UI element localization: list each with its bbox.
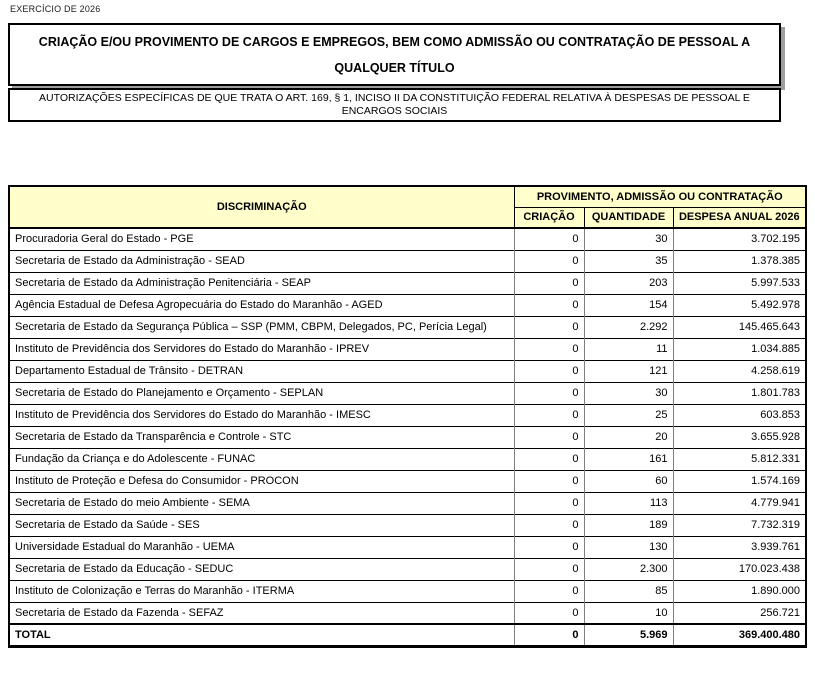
row-label: Secretaria de Estado da Saúde - SES — [9, 514, 514, 536]
row-criacao: 0 — [514, 272, 584, 294]
row-quantidade: 20 — [584, 426, 673, 448]
row-despesa: 1.890.000 — [673, 580, 806, 602]
column-header-criacao: CRIAÇÃO — [514, 207, 584, 228]
table-row — [9, 382, 806, 404]
row-quantidade: 161 — [584, 448, 673, 470]
table-row — [9, 294, 806, 316]
row-label: Secretaria de Estado da Administração Penitenciária - SEAP — [9, 272, 514, 294]
table-row — [9, 470, 806, 492]
row-label: Departamento Estadual de Trânsito - DETRAN — [9, 360, 514, 382]
row-despesa: 7.732.319 — [673, 514, 806, 536]
row-despesa: 145.465.643 — [673, 316, 806, 338]
row-criacao: 0 — [514, 470, 584, 492]
table-row — [9, 580, 806, 602]
row-quantidade: 121 — [584, 360, 673, 382]
row-label: Instituto de Colonização e Terras do Maranhão - ITERMA — [9, 580, 514, 602]
table-row — [9, 404, 806, 426]
row-criacao: 0 — [514, 294, 584, 316]
row-criacao: 0 — [514, 316, 584, 338]
table-row — [9, 228, 806, 250]
row-quantidade: 10 — [584, 602, 673, 624]
row-despesa: 3.702.195 — [673, 228, 806, 250]
row-despesa: 5.997.533 — [673, 272, 806, 294]
column-header-discrimination: DISCRIMINAÇÃO — [9, 186, 514, 228]
table-row — [9, 602, 806, 624]
row-label: Secretaria de Estado da Educação - SEDUC — [9, 558, 514, 580]
row-criacao: 0 — [514, 602, 584, 624]
row-despesa: 1.034.885 — [673, 338, 806, 360]
table-row — [9, 448, 806, 470]
table-footer — [9, 624, 806, 646]
row-criacao: 0 — [514, 338, 584, 360]
table-row — [9, 360, 806, 382]
row-criacao: 0 — [514, 426, 584, 448]
row-despesa: 170.023.438 — [673, 558, 806, 580]
total-quantidade: 5.969 — [584, 624, 673, 646]
row-quantidade: 2.300 — [584, 558, 673, 580]
row-quantidade: 85 — [584, 580, 673, 602]
row-quantidade: 2.292 — [584, 316, 673, 338]
table-row — [9, 272, 806, 294]
table-row — [9, 514, 806, 536]
table-row — [9, 558, 806, 580]
row-despesa: 603.853 — [673, 404, 806, 426]
row-quantidade: 30 — [584, 382, 673, 404]
row-label: Secretaria de Estado do meio Ambiente - SEMA — [9, 492, 514, 514]
row-quantidade: 60 — [584, 470, 673, 492]
row-label: Procuradoria Geral do Estado - PGE — [9, 228, 514, 250]
row-label: Instituto de Proteção e Defesa do Consumidor - PROCON — [9, 470, 514, 492]
row-quantidade: 25 — [584, 404, 673, 426]
row-label: Agência Estadual de Defesa Agropecuária do Estado do Maranhão - AGED — [9, 294, 514, 316]
row-label: Secretaria de Estado da Transparência e Controle - STC — [9, 426, 514, 448]
document-subtitle-line2: ENCARGOS SOCIAIS — [341, 105, 448, 117]
table-row — [9, 492, 806, 514]
row-criacao: 0 — [514, 558, 584, 580]
row-quantidade: 113 — [584, 492, 673, 514]
row-despesa: 1.378.385 — [673, 250, 806, 272]
table-row — [9, 250, 806, 272]
row-criacao: 0 — [514, 492, 584, 514]
total-label: TOTAL — [9, 624, 514, 646]
row-label: Secretaria de Estado da Administração - SEAD — [9, 250, 514, 272]
row-label: Secretaria de Estado do Planejamento e Orçamento - SEPLAN — [9, 382, 514, 404]
row-despesa: 5.812.331 — [673, 448, 806, 470]
row-quantidade: 130 — [584, 536, 673, 558]
row-despesa: 5.492.978 — [673, 294, 806, 316]
table-row — [9, 536, 806, 558]
row-criacao: 0 — [514, 228, 584, 250]
document-subtitle-line1: AUTORIZAÇÕES ESPECÍFICAS DE QUE TRATA O ART. 169, § 1, INCISO II DA CONSTITUIÇÃO FEDERAL RELATIVA À DESPESAS DE PESSOAL E — [39, 92, 750, 104]
row-despesa: 1.801.783 — [673, 382, 806, 404]
row-criacao: 0 — [514, 514, 584, 536]
row-quantidade: 11 — [584, 338, 673, 360]
table-body — [9, 228, 806, 624]
total-criacao: 0 — [514, 624, 584, 646]
row-label: Secretaria de Estado da Segurança Pública – SSP (PMM, CBPM, Delegados, PC, Perícia Legal) — [9, 316, 514, 338]
row-quantidade: 35 — [584, 250, 673, 272]
row-criacao: 0 — [514, 448, 584, 470]
row-label: Fundação da Criança e do Adolescente - FUNAC — [9, 448, 514, 470]
column-header-despesa-anual: DESPESA ANUAL 2026 — [673, 207, 806, 228]
row-quantidade: 203 — [584, 272, 673, 294]
row-criacao: 0 — [514, 250, 584, 272]
table-header — [9, 186, 806, 228]
column-header-quantidade: QUANTIDADE — [584, 207, 673, 228]
row-despesa: 4.258.619 — [673, 360, 806, 382]
row-criacao: 0 — [514, 580, 584, 602]
row-quantidade: 30 — [584, 228, 673, 250]
document-title-line1: CRIAÇÃO E/OU PROVIMENTO DE CARGOS E EMPREGOS, BEM COMO ADMISSÃO OU CONTRATAÇÃO DE PESSOAL A — [38, 34, 751, 49]
row-label: Instituto de Previdência dos Servidores do Estado do Maranhão - IMESC — [9, 404, 514, 426]
column-group-header-provimento: PROVIMENTO, ADMISSÃO OU CONTRATAÇÃO — [514, 186, 806, 207]
table-row — [9, 338, 806, 360]
row-despesa: 256.721 — [673, 602, 806, 624]
row-despesa: 1.574.169 — [673, 470, 806, 492]
provisions-table — [8, 185, 807, 648]
row-criacao: 0 — [514, 360, 584, 382]
document-title-box — [8, 23, 781, 86]
row-criacao: 0 — [514, 382, 584, 404]
row-criacao: 0 — [514, 404, 584, 426]
row-label: Secretaria de Estado da Fazenda - SEFAZ — [9, 602, 514, 624]
row-despesa: 3.939.761 — [673, 536, 806, 558]
row-label: Universidade Estadual do Maranhão - UEMA — [9, 536, 514, 558]
row-quantidade: 189 — [584, 514, 673, 536]
row-despesa: 4.779.941 — [673, 492, 806, 514]
exercise-year-label: EXERCÍCIO DE 2026 — [10, 4, 101, 14]
row-quantidade: 154 — [584, 294, 673, 316]
total-despesa: 369.400.480 — [673, 624, 806, 646]
row-despesa: 3.655.928 — [673, 426, 806, 448]
total-row — [9, 624, 806, 646]
table-row — [9, 426, 806, 448]
row-criacao: 0 — [514, 536, 584, 558]
table-row — [9, 316, 806, 338]
row-label: Instituto de Previdência dos Servidores do Estado do Maranhão - IPREV — [9, 338, 514, 360]
document-title-line2: QUALQUER TÍTULO — [334, 60, 455, 75]
document-subtitle-box — [8, 88, 781, 122]
